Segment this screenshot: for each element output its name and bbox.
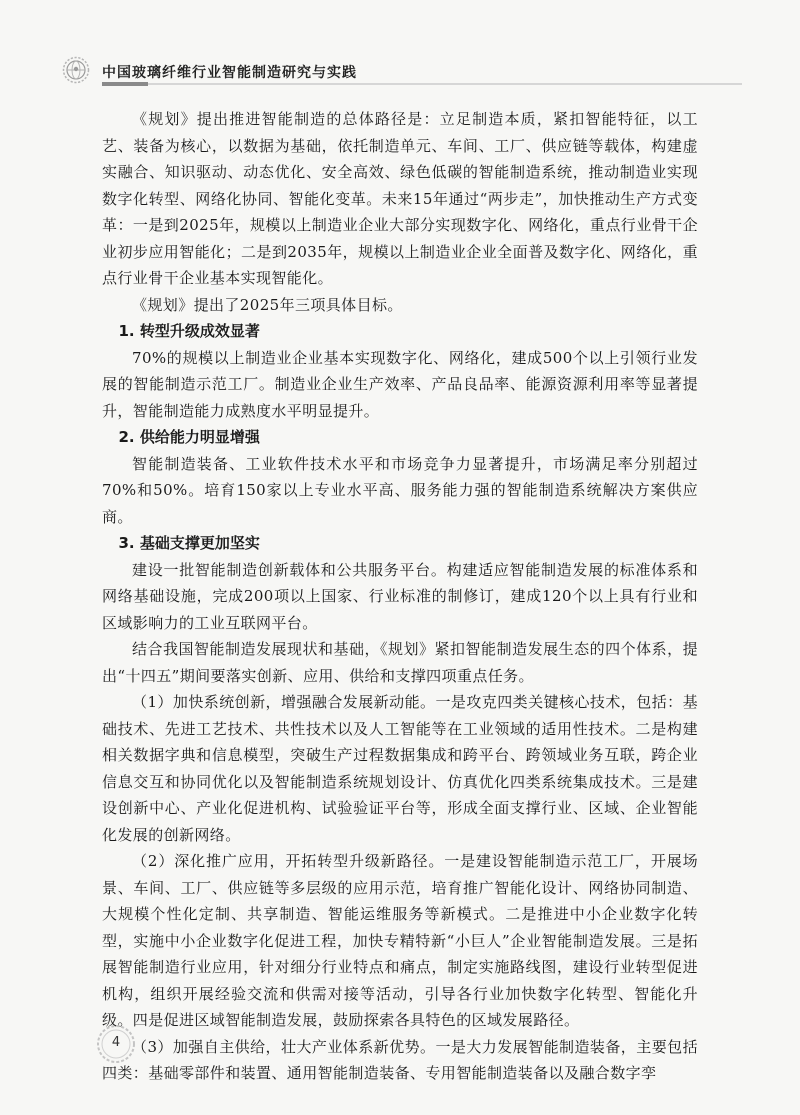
paragraph-goal-1: 70%的规模以上制造业企业基本实现数字化、网络化，建成500个以上引领行业发展的智能制造示范工厂。制造业企业生产效率、产品良品率、能源资源利用率等显著提升，智能制造能力成熟度水平明显提升。 xyxy=(102,348,698,420)
paragraph-goals-intro: 《规划》提出了2025年三项具体目标。 xyxy=(132,295,403,314)
paragraph-tasks-intro: 结合我国智能制造发展现状和基础，《规划》紧扣智能制造发展生态的四个体系，提出“十四五”期间要落实创新、应用、供给和支撑四项重点任务。 xyxy=(102,640,698,685)
heading-goal-3: 3. 基础支撑更加坚实 xyxy=(118,534,260,552)
paragraph-task-1: （1）加快系统创新，增强融合发展新动能。一是攻克四类关键核心技术，包括：基础技术、先进工艺技术、共性技术以及人工智能等在工业领域的适用性技术。二是构建相关数据字典和信息模型，突破生产过程数据集成和跨平台、跨领域业务互联，跨企业信息交互和协同优化以及智能制造系统规划设计、仿真优化四类系统集成技术。三是建设创新中心、产业化促进机构、试验验证平台等，形成全面支撑行业、区域、企业智能化发展的创新网络。 xyxy=(102,693,698,844)
header-rule xyxy=(148,83,742,85)
paragraph-goal-3: 建设一批智能制造创新载体和公共服务平台。构建适应智能制造发展的标准体系和网络基础设施，完成200项以上国家、行业标准的制修订，建成120个以上具有行业和区域影响力的工业互联网平台。 xyxy=(102,560,698,632)
heading-goal-1: 1. 转型升级成效显著 xyxy=(118,322,260,340)
paragraph-task-3: （3）加强自主供给，壮大产业体系新优势。一是大力发展智能制造装备，主要包括四类：基础零部件和装置、通用智能制造装备、专用智能制造装备以及融合数字孪 xyxy=(102,1037,698,1082)
page-body xyxy=(102,106,698,1087)
paragraph-overall-path: 《规划》提出推进智能制造的总体路径是：立足制造本质，紧扣智能特征，以工艺、装备为核心，以数据为基础，依托制造单元、车间、工厂、供应链等载体，构建虚实融合、知识驱动、动态优化、安全高效、绿色低碳的智能制造系统，推动制造业实现数字化转型、网络化协同、智能化变革。未来15年通过“两步走”，加快推动生产方式变革：一是到2025年，规模以上制造业企业大部分实现数字化、网络化，重点行业骨干企业初步应用智能化；二是到2035年，规模以上制造业企业全面普及数字化、网络化，重点行业骨干企业基本实现智能化。 xyxy=(102,110,698,287)
running-header xyxy=(62,56,742,96)
gear-globe-icon xyxy=(62,56,90,84)
header-rule-accent xyxy=(102,82,148,86)
heading-goal-2: 2. 供给能力明显增强 xyxy=(118,428,260,446)
page-number-badge xyxy=(96,1024,136,1064)
header-title: 中国玻璃纤维行业智能制造研究与实践 xyxy=(102,65,357,81)
page-number: 4 xyxy=(111,1035,121,1050)
paragraph-goal-2: 智能制造装备、工业软件技术水平和市场竞争力显著提升，市场满足率分别超过70%和50%。培育150家以上专业水平高、服务能力强的智能制造系统解决方案供应商。 xyxy=(102,454,698,526)
paragraph-task-2: （2）深化推广应用，开拓转型升级新路径。一是建设智能制造示范工厂，开展场景、车间、工厂、供应链等多层级的应用示范，培育推广智能化设计、网络协同制造、大规模个性化定制、共享制造、智能运维服务等新模式。二是推进中小企业数字化转型，实施中小企业数字化促进工程，加快专精特新“小巨人”企业智能制造发展。三是拓展智能制造行业应用，针对细分行业特点和痛点，制定实施路线图，建设行业转型促进机构，组织开展经验交流和供需对接等活动，引导各行业加快数字化转型、智能化升级。四是促进区域智能制造发展，鼓励探索各具特色的区域发展路径。 xyxy=(102,852,698,1029)
